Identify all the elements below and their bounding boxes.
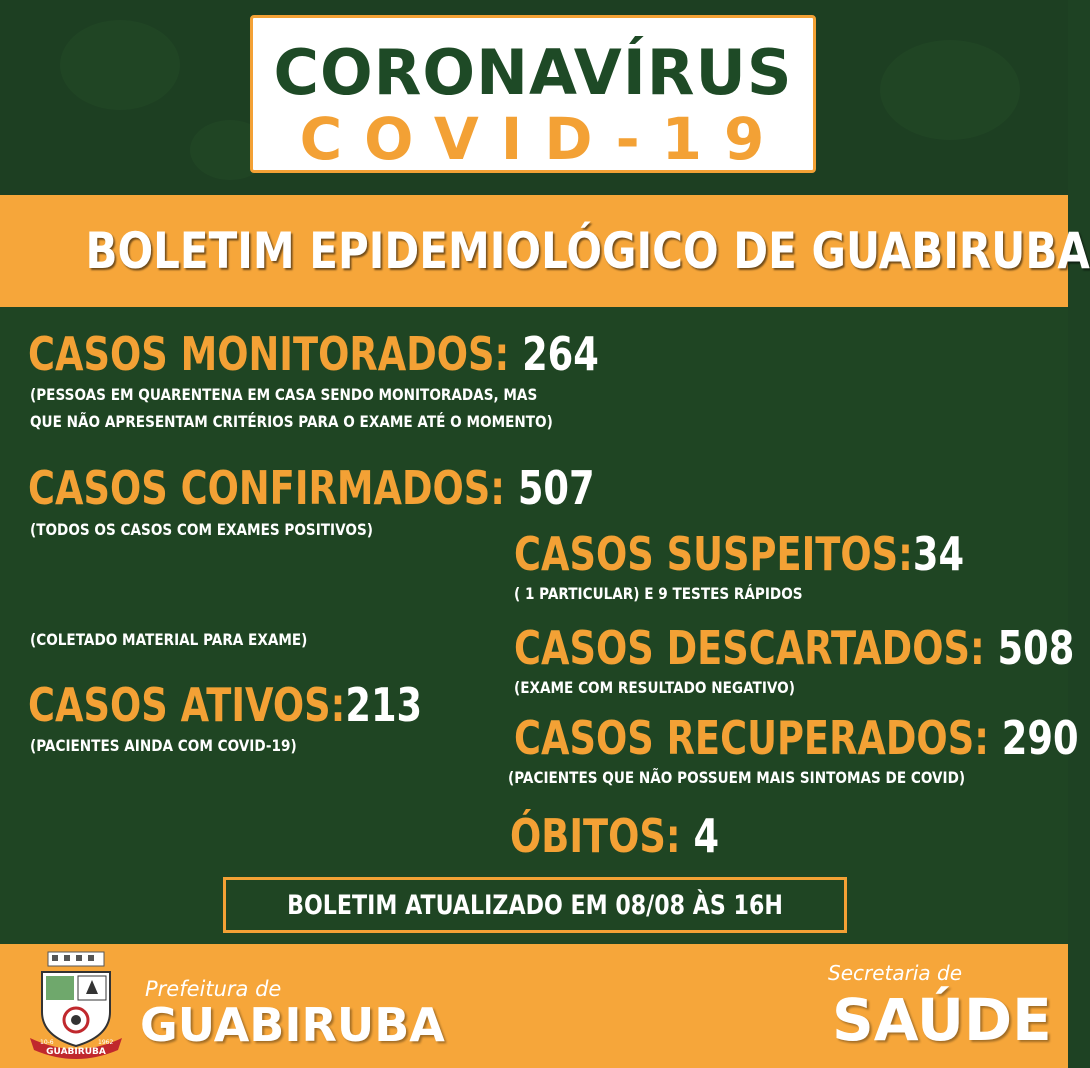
stat-value: 4 [693,809,720,863]
prefeitura-name: GUABIRUBA [140,998,445,1052]
stat-monitorados [28,326,599,382]
stat-value: 508 [997,621,1075,675]
stat-label: CASOS MONITORADOS: [28,327,510,381]
stat-value: 213 [345,678,423,732]
logo-subtitle: COVID-19 [299,105,787,173]
crest-year-right: 1962 [98,1039,114,1046]
stat-note: (COLETADO MATERIAL PARA EXAME) [30,630,308,649]
stat-suspeitos [514,526,964,582]
stat-obitos [510,808,719,864]
background-virus-shape [880,40,1020,140]
background-virus-shape [60,20,180,110]
secretaria-name: SAÚDE [832,986,1052,1054]
stat-confirmados [28,460,595,516]
stat-value: 264 [522,327,599,381]
stat-label: CASOS RECUPERADOS: [514,711,989,765]
stat-label: CASOS CONFIRMADOS: [28,461,505,515]
stat-value: 34 [912,527,965,581]
stat-label: CASOS SUSPEITOS: [514,527,913,581]
coronavirus-logo [250,15,816,173]
stat-label: CASOS DESCARTADOS: [514,621,985,675]
stat-recuperados [514,710,1079,766]
stat-note: ( 1 PARTICULAR) E 9 TESTES RÁPIDOS [514,584,803,603]
logo-title: CORONAVÍRUS [273,36,793,109]
stat-descartados [514,620,1074,676]
stat-label: ÓBITOS: [510,809,681,863]
title-band [0,195,1090,307]
update-text: BOLETIM ATUALIZADO EM 08/08 ÀS 16H [287,890,783,921]
prefeitura-label: Prefeitura de [145,977,282,1001]
stat-note: (PESSOAS EM QUARENTENA EM CASA SENDO MONITORADAS, MAS [30,385,538,404]
secretaria-label: Secretaria de [828,961,963,985]
stat-value: 290 [1001,711,1079,765]
stat-note: (EXAME COM RESULTADO NEGATIVO) [514,678,795,697]
stat-value: 507 [517,461,595,515]
update-box [223,877,847,933]
stat-label: CASOS ATIVOS: [28,678,346,732]
page-title: BOLETIM EPIDEMIOLÓGICO DE GUABIRUBA [85,222,1090,280]
stat-note: (PACIENTES QUE NÃO POSSUEM MAIS SINTOMAS DE COVID) [508,768,966,787]
footer [0,944,1068,1068]
stat-note: QUE NÃO APRESENTAM CRITÉRIOS PARA O EXAME ATÉ O MOMENTO) [30,412,553,431]
crest-year-left: 10-6 [40,1039,54,1046]
crest-banner-text: GUABIRUBA [46,1047,106,1057]
stat-ativos [28,677,422,733]
municipal-crest-icon [26,950,126,1060]
stat-note: (PACIENTES AINDA COM COVID-19) [30,736,297,755]
stat-note: (TODOS OS CASOS COM EXAMES POSITIVOS) [30,520,373,539]
